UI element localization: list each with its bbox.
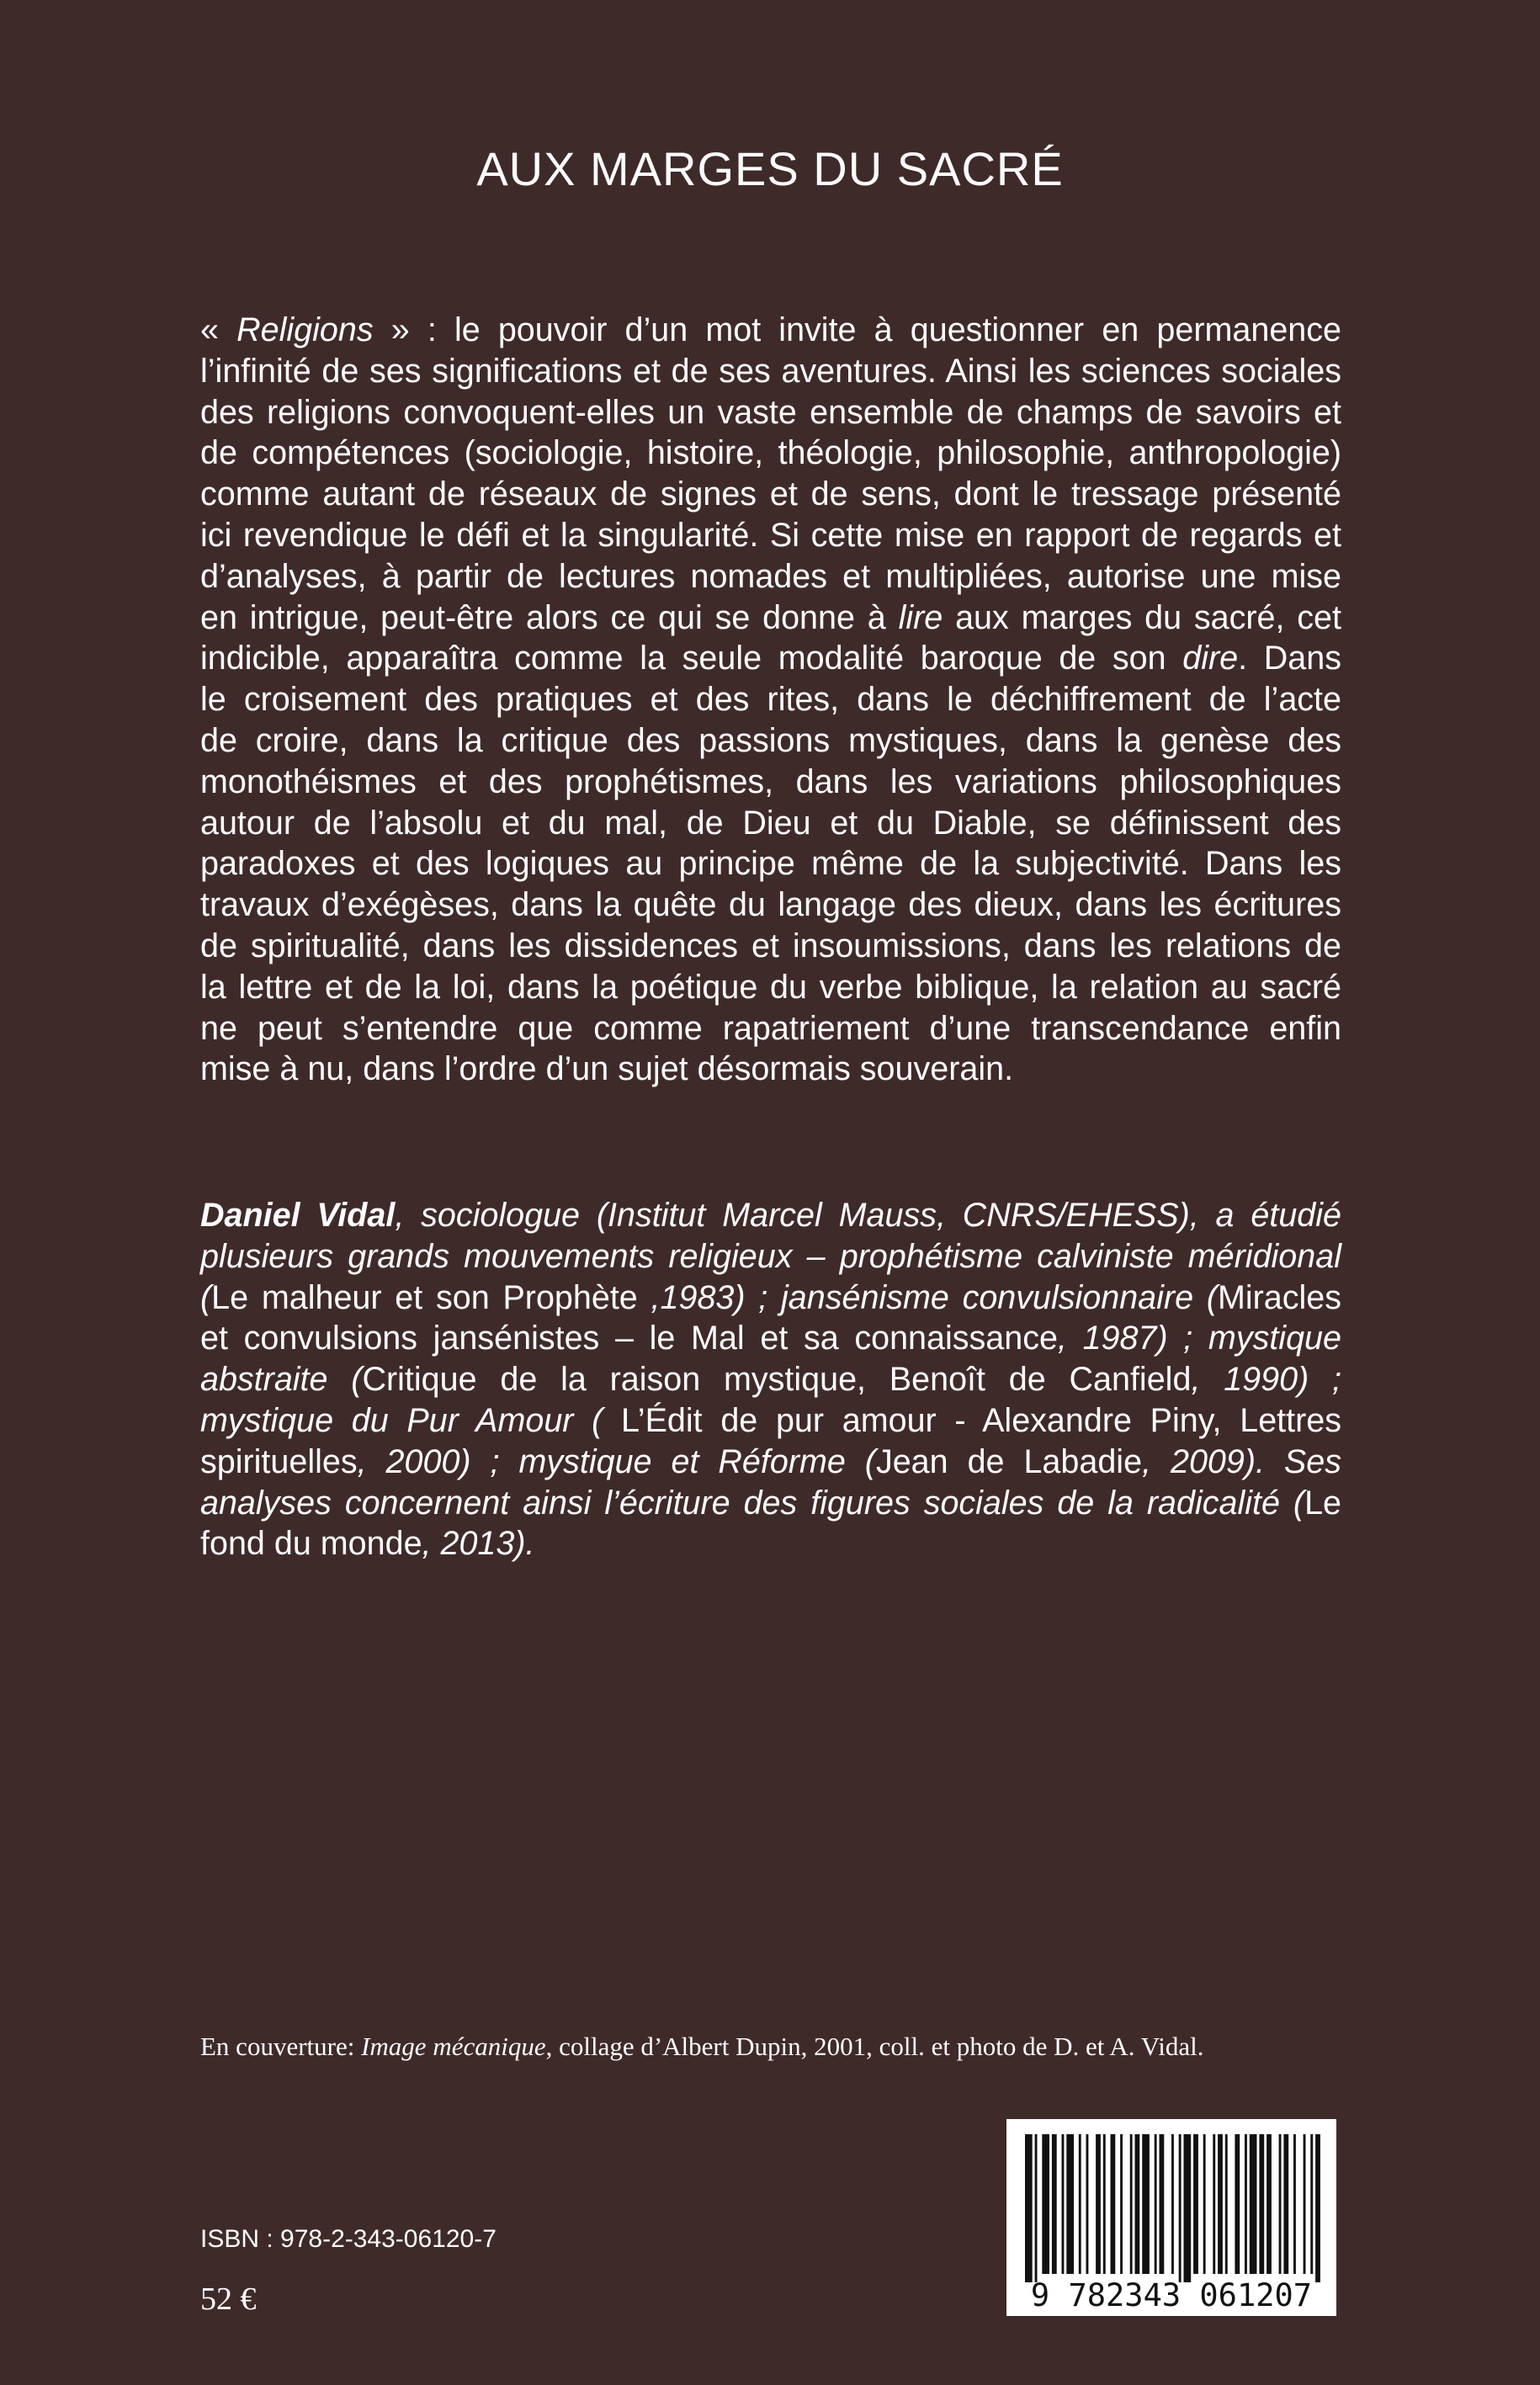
barcode-bar <box>1203 2134 1206 2274</box>
bio-line <box>200 1483 1341 1524</box>
barcode-bar <box>1304 2134 1306 2274</box>
bio-text: ( <box>200 1278 212 1316</box>
blurb-text: indicible, apparaîtra comme la seule modalité baroque de son <box>200 640 1183 677</box>
bio-line <box>200 1359 1341 1400</box>
blurb-line <box>200 515 1341 556</box>
blurb-line <box>200 310 1341 351</box>
bio-text: Jean de Labadie <box>875 1442 1143 1480</box>
blurb-line <box>200 1049 1341 1090</box>
bio-line <box>200 1400 1341 1442</box>
barcode-bar <box>1160 2134 1165 2274</box>
blurb-line <box>200 1008 1341 1049</box>
blurb-line <box>200 926 1341 967</box>
barcode-bar <box>1135 2134 1140 2274</box>
bio-text: plusieurs grands mouvements religieux – prophétisme calviniste méridional <box>200 1237 1341 1275</box>
barcode-bar <box>1267 2134 1272 2274</box>
barcode-bar <box>1103 2134 1106 2274</box>
bio-text: , 2000) ; mystique et Réforme ( <box>357 1442 876 1480</box>
bio-text: fond du monde <box>200 1525 422 1563</box>
blurb-text: des religions convoquent-elles un vaste ensemble de champs de savoirs et <box>200 393 1341 431</box>
barcode-bar <box>1184 2134 1192 2282</box>
book-title: AUX MARGES DU SACRÉ <box>476 142 1064 195</box>
blurb-text: Religions <box>236 311 374 348</box>
cover-credit <box>200 2032 1203 2062</box>
barcode-bar <box>1315 2134 1320 2282</box>
blurb-line <box>200 967 1341 1008</box>
barcode-bar <box>1120 2134 1123 2274</box>
blurb-line <box>200 351 1341 392</box>
barcode-bar <box>1279 2134 1282 2274</box>
barcode-bar <box>1310 2134 1313 2274</box>
blurb-text: d’analyses, à partir de lectures nomades et multipliées, autorise une mise <box>200 557 1341 595</box>
bio-text: Critique de la raison mystique, Benoît de Canfield <box>362 1361 1192 1399</box>
cover-credit-suffix: , collage d’Albert Dupin, 2001, coll. et photo de D. et A. Vidal. <box>545 2032 1204 2061</box>
barcode-bar <box>1250 2134 1257 2274</box>
blurb-line <box>200 843 1341 884</box>
bio-text: , 2013). <box>422 1525 535 1563</box>
blurb-text: dire <box>1182 640 1239 677</box>
blurb-text: mise à nu, dans l’ordre d’un sujet désormais souverain. <box>200 1050 1014 1088</box>
blurb-text: aux marges du sacré, cet <box>943 598 1341 636</box>
blurb-text: « <box>200 311 237 348</box>
bio-text: Le malheur et son Prophète <box>211 1278 651 1316</box>
bio-text: abstraite ( <box>200 1361 363 1399</box>
bio-text: ,1983) ; jansénisme convulsionnaire ( <box>651 1278 1218 1316</box>
cover-credit-work: Image mécanique <box>361 2032 546 2061</box>
bio-line <box>200 1523 1341 1564</box>
barcode-bar <box>1293 2134 1296 2274</box>
barcode-bar <box>1079 2134 1081 2274</box>
barcode-digits: 9 782343 061207 <box>1030 2277 1313 2313</box>
blurb-line <box>200 433 1341 474</box>
blurb-text: paradoxes et des logiques au principe même de la subjectivité. Dans les <box>200 845 1341 883</box>
blurb-text: comme autant de réseaux de signes et de sens, dont le tressage présenté <box>200 475 1341 513</box>
bio-text: et convulsions jansénistes – le Mal et sa connaissance <box>200 1320 1058 1357</box>
bio-line <box>200 1277 1341 1319</box>
bio-text: spirituelles <box>200 1442 358 1480</box>
blurb-line <box>200 884 1341 926</box>
barcode-bar <box>1245 2134 1247 2274</box>
bio-text: , 1987) ; mystique <box>1057 1320 1341 1357</box>
blurb-text: de croire, dans la critique des passions mystiques, dans la genèse des <box>200 721 1341 759</box>
blurb-line <box>200 762 1341 803</box>
bio-text: , 2009). Ses <box>1142 1442 1342 1480</box>
bio-line <box>200 1236 1341 1277</box>
blurb-text: . Dans <box>1238 640 1341 677</box>
blurb-text: la lettre et de la loi, dans la poétique du verbe biblique, la relation au sacré <box>200 968 1341 1006</box>
bio-text: , 1990) ; <box>1191 1361 1341 1399</box>
book-blurb <box>200 310 1341 1090</box>
barcode-bar <box>1155 2134 1157 2274</box>
barcode-bar <box>1171 2134 1174 2274</box>
barcode-bar <box>1130 2134 1133 2274</box>
cover-credit-prefix: En couverture: <box>200 2032 362 2061</box>
bio-text: Daniel Vidal <box>200 1197 396 1234</box>
blurb-text: autour de l’absolu et du mal, de Dieu et du Diable, se définissent des <box>200 804 1341 842</box>
blurb-line <box>200 720 1341 762</box>
blurb-text: travaux d’exégèses, dans la quête du langage des dieux, dans les écritures <box>200 886 1341 924</box>
blurb-text: le croisement des pratiques et des rites, dans le déchiffrement de l’acte <box>200 681 1341 719</box>
barcode-bar <box>1035 2134 1038 2282</box>
barcode-bar <box>1193 2134 1198 2274</box>
author-bio <box>200 1195 1341 1564</box>
barcode-bar <box>1025 2134 1033 2282</box>
barcode-bar <box>1213 2134 1215 2274</box>
blurb-text: » : le pouvoir d’un mot invite à questionner en permanence <box>373 311 1341 348</box>
bio-text: mystique du Pur Amour ( <box>200 1401 621 1439</box>
blurb-text: ici revendique le défi et la singularité. Si cette mise en rapport de regards et <box>200 516 1341 554</box>
barcode-bar <box>1283 2134 1288 2274</box>
blurb-line <box>200 638 1341 679</box>
barcode-bar <box>1142 2134 1150 2274</box>
bio-line <box>200 1195 1341 1236</box>
blurb-text: monothéismes et des prophétismes, dans les variations philosophiques <box>200 762 1341 800</box>
barcode-bar <box>1218 2134 1223 2274</box>
blurb-line <box>200 474 1341 515</box>
barcode-bar <box>1179 2134 1182 2282</box>
bio-text: Le <box>1304 1484 1341 1522</box>
barcode-bar <box>1042 2134 1049 2274</box>
blurb-line <box>200 556 1341 598</box>
bio-line <box>200 1318 1341 1359</box>
blurb-text: ne peut s’entendre que comme rapatriement d’une transcendance enfin <box>200 1009 1341 1047</box>
bio-line <box>200 1442 1341 1483</box>
blurb-text: de compétences (sociologie, histoire, théologie, philosophie, anthropologie) <box>200 434 1341 472</box>
barcode <box>1006 2119 1336 2316</box>
blurb-text: l’infinité de ses significations et de ses aventures. Ainsi les sciences sociales <box>200 352 1341 390</box>
barcode-bar <box>1111 2134 1116 2274</box>
barcode-bar <box>1259 2134 1264 2274</box>
barcode-bar <box>1066 2134 1074 2274</box>
barcode-bar <box>1235 2134 1240 2274</box>
barcode-bar <box>1096 2134 1101 2274</box>
blurb-line <box>200 803 1341 844</box>
blurb-line <box>200 598 1341 639</box>
bio-text: analyses concernent ainsi l’écriture des figures sociales de la radicalité ( <box>200 1484 1305 1522</box>
barcode-bar <box>1062 2134 1065 2274</box>
barcode-bar <box>1052 2134 1057 2274</box>
barcode-bar <box>1086 2134 1089 2274</box>
blurb-line <box>200 392 1341 433</box>
blurb-text: de spiritualité, dans les dissidences et insoumissions, dans les relations de <box>200 927 1341 964</box>
bio-text: L’Édit de pur amour - Alexandre Piny, Lettres <box>621 1401 1341 1439</box>
blurb-text: en intrigue, peut-être alors ce qui se donne à <box>200 598 899 636</box>
blurb-text: lire <box>898 598 943 636</box>
price: 52 € <box>200 2281 257 2317</box>
blurb-line <box>200 679 1341 720</box>
bio-text: Miracles <box>1217 1278 1341 1316</box>
isbn: ISBN : 978-2-343-06120-7 <box>200 2225 497 2253</box>
bio-text: , sociologue (Institut Marcel Mauss, CNRS/EHESS), a étudié <box>395 1197 1341 1234</box>
barcode-bar <box>1225 2134 1228 2274</box>
